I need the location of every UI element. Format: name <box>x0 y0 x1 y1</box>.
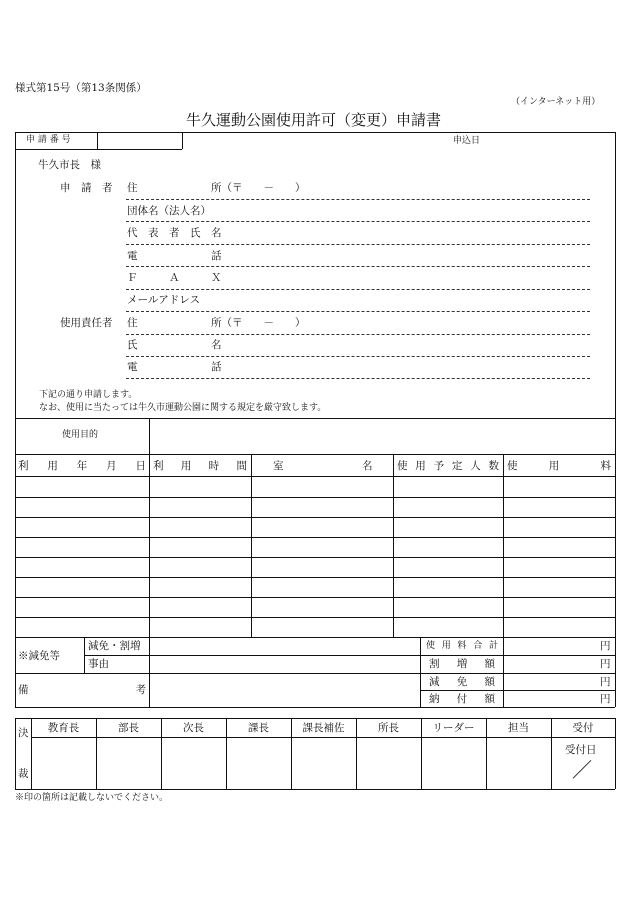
surcharge-label: 割 増 額 <box>429 658 495 670</box>
applicant-email-label: メールアドレス <box>127 294 200 306</box>
applicant-fax-label: Ｆ Ａ Ｘ <box>127 272 222 284</box>
reason-label: 事由 <box>88 658 109 670</box>
application-number-label: 申 請 番 号 <box>26 135 71 145</box>
usage-header-room: 室 <box>273 460 284 472</box>
purpose-field[interactable] <box>151 420 611 452</box>
approval-col-staff: 担当 <box>508 721 529 734</box>
application-date-field[interactable] <box>480 133 610 148</box>
approval-col-director: 部長 <box>118 721 139 734</box>
reduction-amount-label: 減 免 額 <box>429 676 495 688</box>
applicant-address-label: 住 所（〒 － ） <box>127 182 306 194</box>
applicant-org-label: 団体名（法人名） <box>127 205 211 217</box>
purpose-label: 使用目的 <box>62 430 99 440</box>
usage-header-time: 利 用 時 間 <box>153 460 247 472</box>
form-number: 様式第15号（第13条関係） <box>15 82 147 94</box>
declaration-line-2: なお、使用に当たっては牛久市運動公園に関する規定を厳守致します。 <box>39 403 327 413</box>
remarks-label: 備 考 <box>18 684 146 696</box>
approval-col-leader: リーダー <box>432 721 475 734</box>
responsible-name-label: 氏 名 <box>127 339 222 351</box>
addressee: 牛久市長 様 <box>38 159 101 171</box>
approval-col-section-chief: 課長 <box>248 721 269 734</box>
usage-rows[interactable] <box>16 478 614 636</box>
applicant-tel-label: 電 話 <box>127 250 222 262</box>
declaration-line-1: 下記の通り申請します。 <box>39 390 138 400</box>
reduction-sub-label: 減免・割増 <box>88 640 141 652</box>
reason-field[interactable] <box>151 657 417 672</box>
application-number-field[interactable] <box>98 133 181 148</box>
yen-unit-4: 円 <box>600 693 611 705</box>
remarks-field[interactable] <box>151 675 417 705</box>
yen-unit-1: 円 <box>600 640 611 652</box>
reduction-field[interactable] <box>151 639 417 654</box>
usage-header-date: 利 用 年 月 日 <box>18 460 146 472</box>
responsible-address-label: 住 所（〒 － ） <box>127 317 306 329</box>
yen-unit-2: 円 <box>600 658 611 670</box>
usage-header-people: 使 用 予 定 人 数 <box>397 460 499 472</box>
approval-col-deputy-director: 次長 <box>183 721 204 734</box>
internet-note: （インターネット用） <box>511 97 601 107</box>
approval-label-top: 決 <box>18 727 29 739</box>
reduction-label: ※減免等 <box>18 650 60 662</box>
application-date-label: 申込日 <box>453 136 481 146</box>
received-date-slash: ／ <box>572 758 592 782</box>
footnote: ※印の箇所は記載しないでください。 <box>15 793 169 803</box>
applicant-label: 申 請 者 <box>60 182 113 194</box>
approval-col-assistant-chief: 課長補佐 <box>302 721 345 734</box>
usage-header-room-name: 名 <box>362 460 373 472</box>
approval-label-bottom: 裁 <box>18 768 29 780</box>
usage-header-fee: 使 用 料 <box>507 460 611 472</box>
responsible-tel-label: 電 話 <box>127 361 222 373</box>
approval-col-superintendent: 教育長 <box>47 721 80 734</box>
responsible-label: 使用責任者 <box>60 317 113 329</box>
applicant-rep-label: 代 表 者 氏 名 <box>127 227 222 239</box>
page-title: 牛久運動公園使用許可（変更）申請書 <box>186 111 442 129</box>
approval-col-office-head: 所長 <box>378 721 399 734</box>
received-date-label: 受付日 <box>565 744 597 756</box>
yen-unit-3: 円 <box>600 676 611 688</box>
total-fee-label: 使 用 料 合 計 <box>426 641 498 651</box>
payment-amount-label: 納 付 額 <box>429 693 495 705</box>
approval-col-reception: 受付 <box>572 721 594 734</box>
